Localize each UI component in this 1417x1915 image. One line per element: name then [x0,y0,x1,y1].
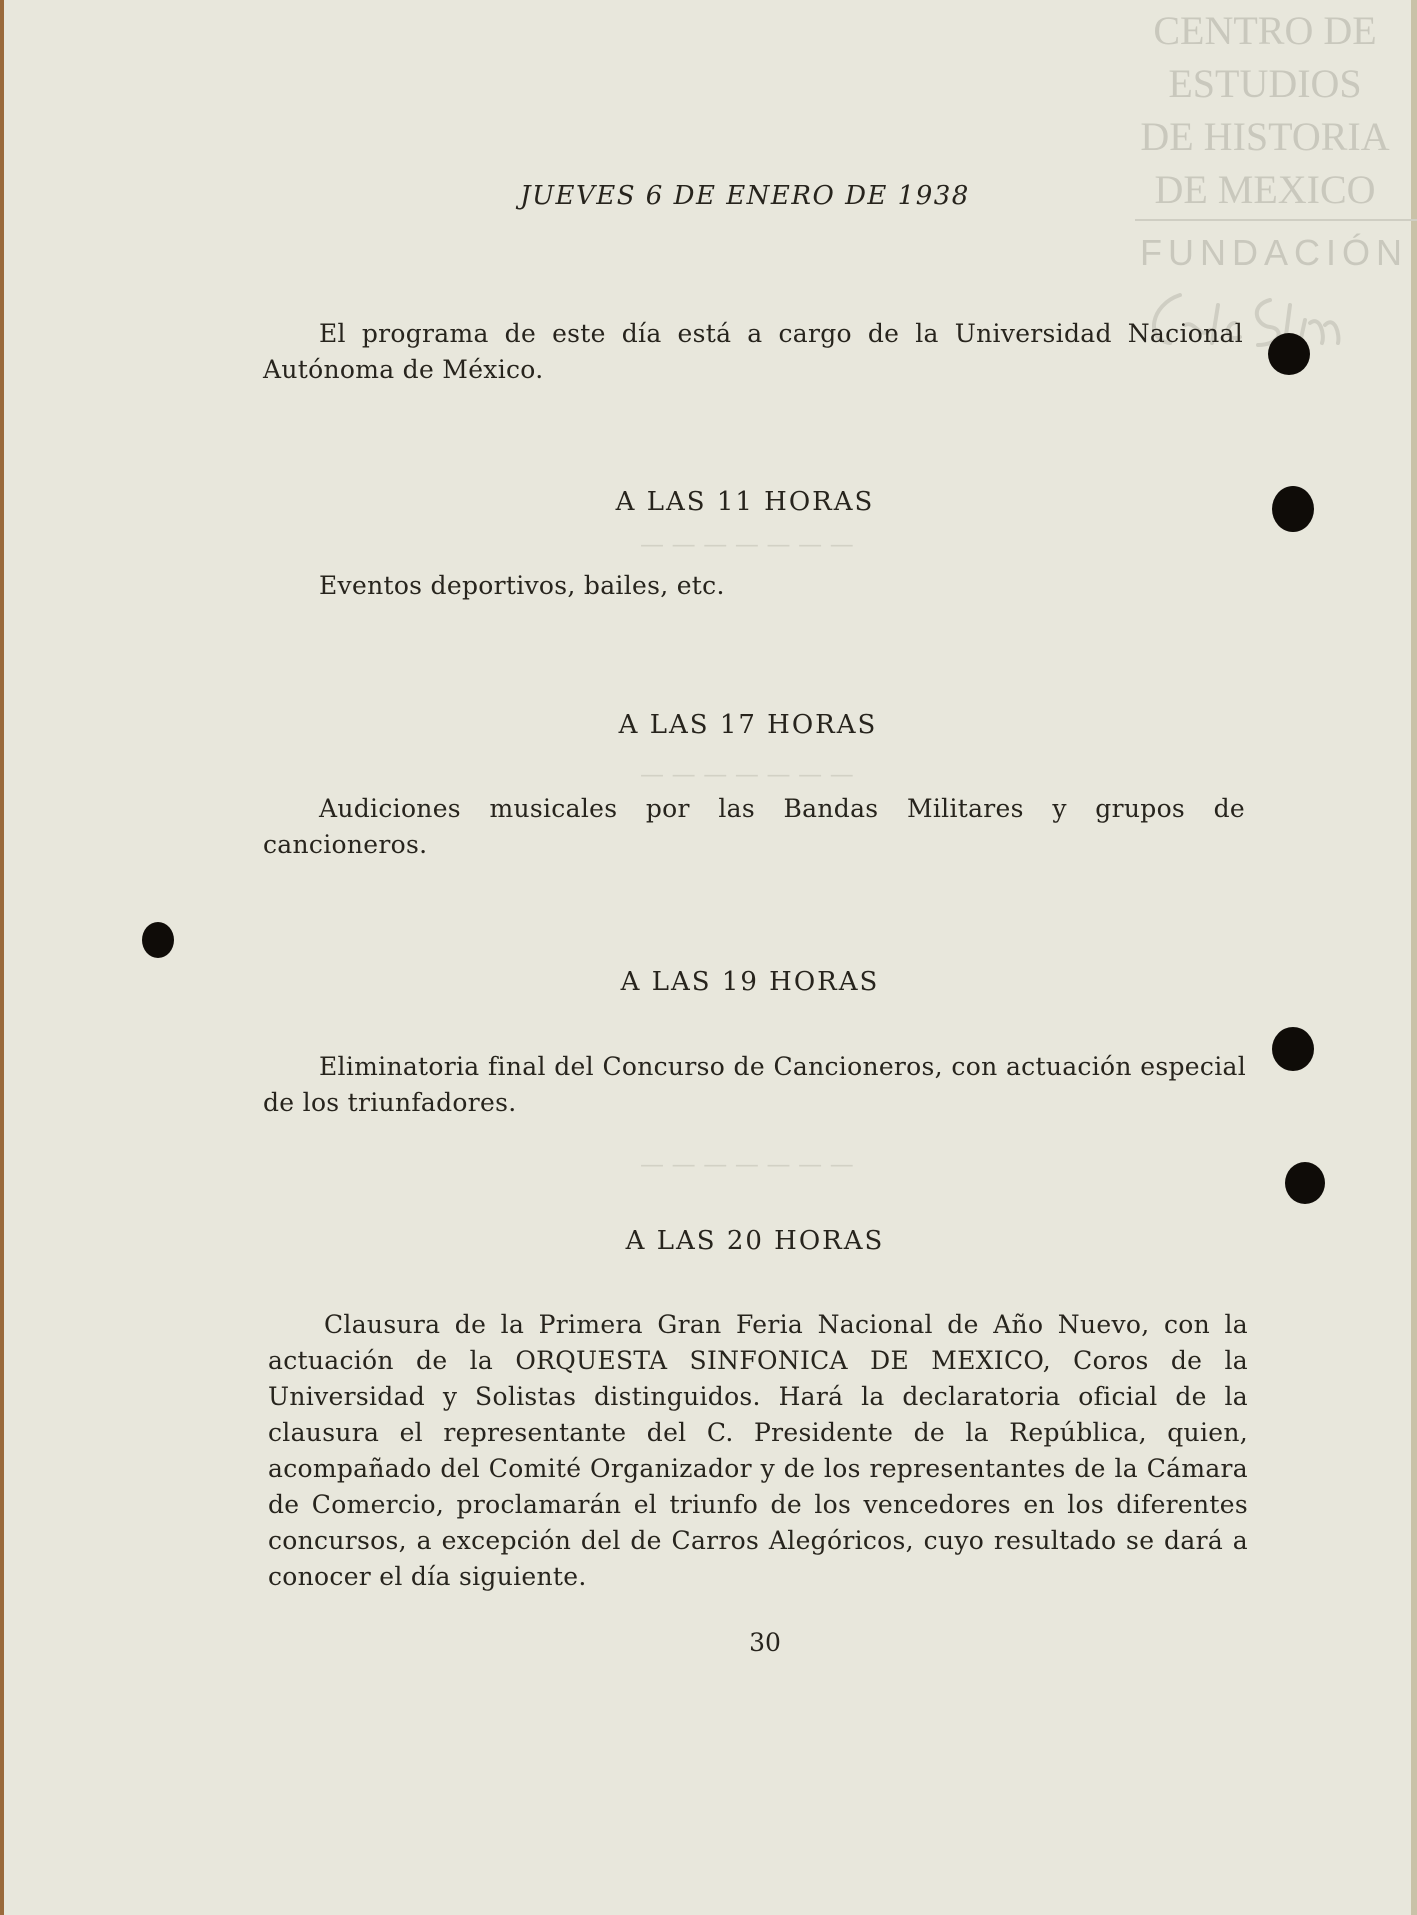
watermark-foundation: FUNDACIÓN [1140,232,1408,273]
punch-hole [1268,333,1310,375]
watermark-line: DE HISTORIA [1140,114,1390,159]
section-text: Audiciones musicales por las Bandas Militares y grupos de cancioneros. [263,794,1245,859]
section-text: Eventos deportivos, bailes, etc. [319,571,725,600]
show-through-text: — — — — — — — [640,760,854,788]
watermark-line: CENTRO DE [1153,8,1377,53]
punch-hole [1285,1162,1325,1204]
watermark-line: DE MEXICO [1154,167,1376,212]
section-heading: A LAS 11 HORAS [615,487,875,517]
page-edge-left [0,0,4,1915]
archive-watermark [1135,4,1395,216]
show-through-text: — — — — — — — [640,530,854,558]
section-heading: A LAS 19 HORAS [620,967,880,997]
punch-hole [1272,1027,1314,1071]
section-text: Eliminatoria final del Concurso de Cancioneros, con actuación especial de los triunfadores. [263,1052,1246,1117]
watermark-divider [1135,219,1417,221]
watermark-line: ESTUDIOS [1168,61,1362,106]
page-number: 30 [749,1628,781,1657]
punch-hole [1272,486,1314,532]
punch-hole [142,922,174,958]
page-title: JUEVES 6 DE ENERO DE 1938 [520,181,970,211]
section-text: Clausura de la Primera Gran Feria Nacional de Año Nuevo, con la actuación de la ORQUESTA SINFONICA DE MEXICO, Coros de la Universidad y Solistas distinguidos. Hará la declaratoria oficial de la clausura el representante del C. Presidente de la República, quien, acompañado del Comité Organizador y de los representantes de la Cámara de Comercio, proclamarán el triunfo de los vencedores en los diferentes concursos, a excepción del de Carros Alegóricos, cuyo resultado se dará a conocer el día siguiente. [268,1310,1248,1591]
show-through-text: — — — — — — — [640,1150,854,1178]
intro-paragraph: El programa de este día está a cargo de la Universidad Nacional Autónoma de México. [263,319,1243,384]
section-heading: A LAS 17 HORAS [618,710,878,740]
section-heading: A LAS 20 HORAS [625,1226,885,1256]
